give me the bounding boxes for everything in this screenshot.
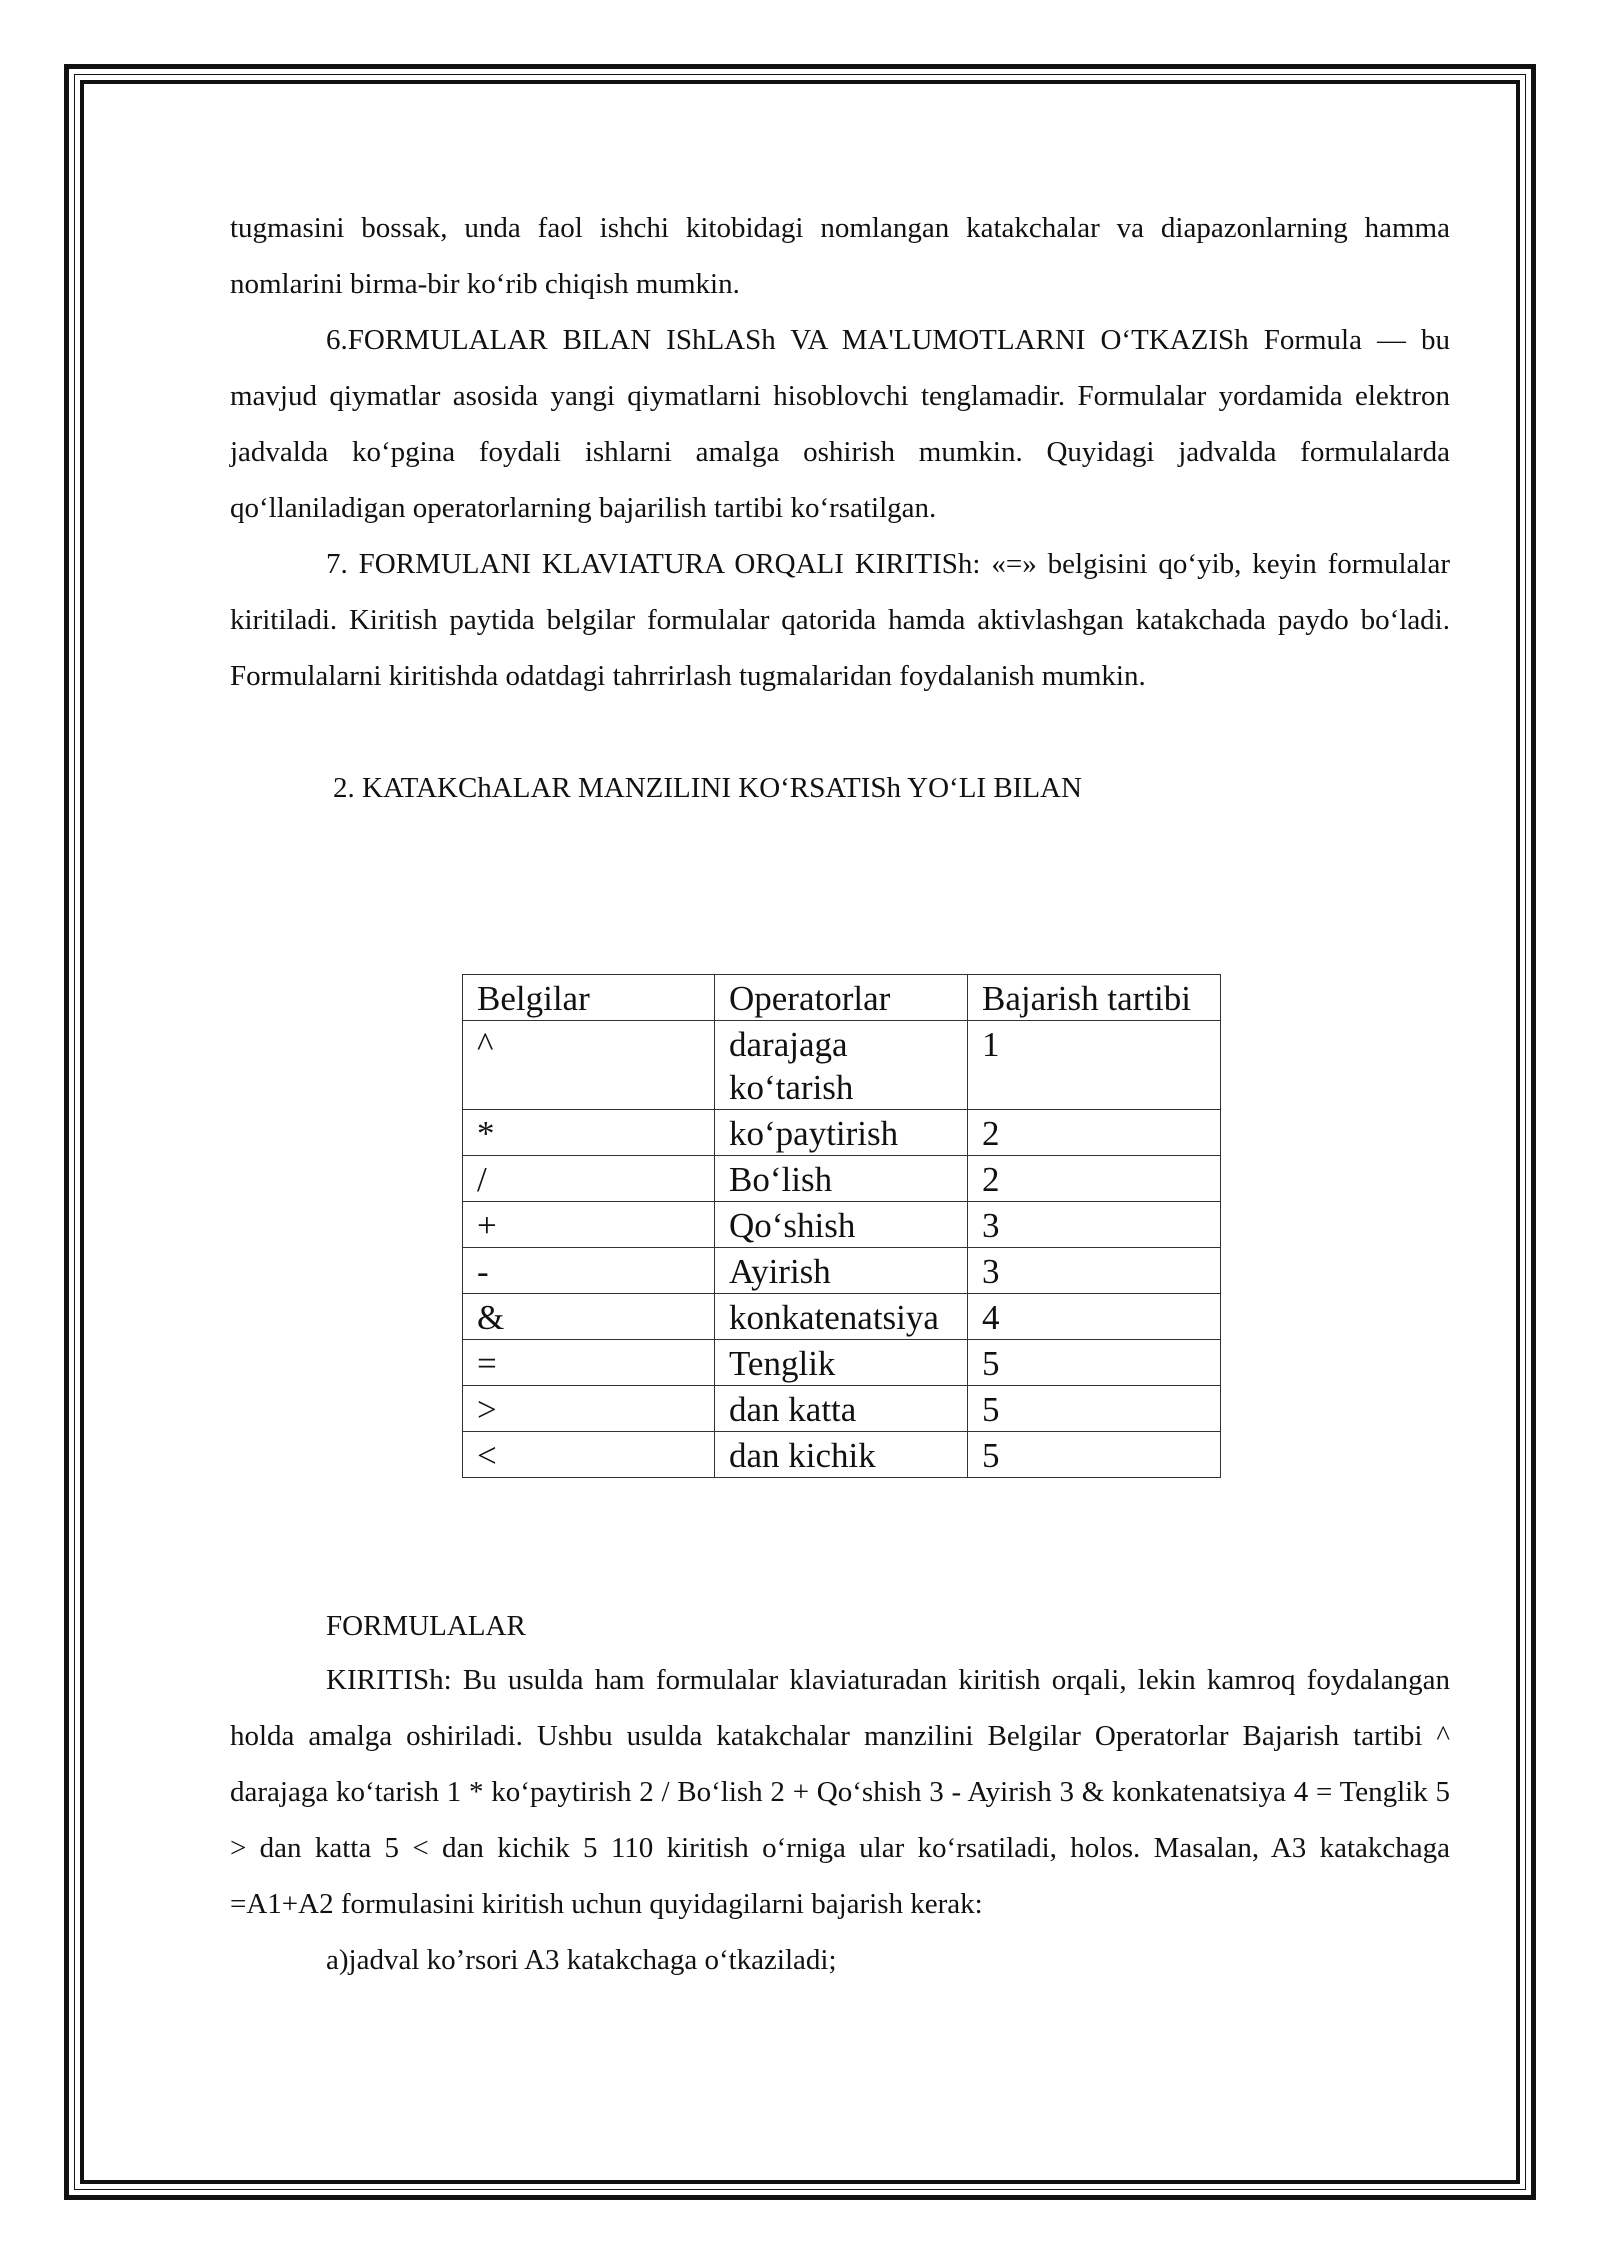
table-row	[463, 1156, 1221, 1202]
paragraph-2: 6.FORMULALAR BILAN IShLASh VA MA'LUMOTLARNI OʻTKAZISh Formula — bu mavjud qiymatlar asosida yangi qiymatlarni hisoblovchi tenglamadir. Formulalar yordamida elektron jadvalda koʻpgina foydali ishlarni amalga oshirish mumkin. Quyidagi jadvalda formulalarda qoʻllaniladigan operatorlarning bajarilish tartibi koʻrsatilgan.	[230, 324, 1450, 524]
cell-symbol: >	[463, 1386, 715, 1432]
cell-order: 2	[968, 1110, 1221, 1156]
top-text	[230, 200, 1450, 704]
cell-order: 4	[968, 1294, 1221, 1340]
cell-symbol: +	[463, 1202, 715, 1248]
bottom-text	[230, 1652, 1450, 1988]
cell-order: 3	[968, 1202, 1221, 1248]
cell-order: 1	[968, 1021, 1221, 1110]
cell-operator: dan kichik	[715, 1432, 968, 1478]
operators-table	[462, 974, 1221, 1478]
paragraph-1: tugmasini bossak, unda faol ishchi kitobidagi nomlangan katakchalar va diapazonlarning hamma nomlarini birma-bir koʻrib chiqish mumkin.	[230, 212, 1450, 300]
table-row	[463, 1248, 1221, 1294]
cell-symbol: -	[463, 1248, 715, 1294]
table-header-row	[463, 975, 1221, 1021]
header-bajarish-tartibi: Bajarish tartibi	[968, 975, 1221, 1021]
cell-order: 5	[968, 1340, 1221, 1386]
cell-order: 2	[968, 1156, 1221, 1202]
table-row	[463, 1340, 1221, 1386]
cell-order: 5	[968, 1432, 1221, 1478]
header-belgilar: Belgilar	[463, 975, 715, 1021]
paragraph-5: a)jadval koʼrsori A3 katakchaga oʻtkaziladi;	[326, 1944, 837, 1976]
table-row	[463, 1110, 1221, 1156]
cell-operator: Boʻlish	[715, 1156, 968, 1202]
cell-operator: darajaga koʻtarish	[715, 1021, 968, 1110]
cell-symbol: <	[463, 1432, 715, 1478]
cell-symbol: *	[463, 1110, 715, 1156]
cell-operator: Tenglik	[715, 1340, 968, 1386]
cell-order: 5	[968, 1386, 1221, 1432]
paragraph-4: KIRITISh: Bu usulda ham formulalar klaviaturadan kiritish orqali, lekin kamroq foydalangan holda amalga oshiriladi. Ushbu usulda katakchalar manzilini Belgilar Operatorlar Bajarish tartibi ^ darajaga koʻtarish 1 * koʻpaytirish 2 / Boʻlish 2 + Qoʻshish 3 - Ayirish 3 & konkatenatsiya 4 = Tenglik 5 > dan katta 5 < dan kichik 5 110 kiritish oʻrniga ular koʻrsatiladi, holos. Masalan, A3 katakchaga =A1+A2 formulasini kiritish uchun quyidagilarni bajarish kerak:	[230, 1664, 1450, 1920]
cell-operator: Qoʻshish	[715, 1202, 968, 1248]
cell-operator: koʻpaytirish	[715, 1110, 968, 1156]
table-row	[463, 1386, 1221, 1432]
paragraph-3: 7. FORMULANI KLAVIATURA ORQALI KIRITISh: «=» belgisini qoʻyib, keyin formulalar kiritiladi. Kiritish paytida belgilar formulalar qatorida hamda aktivlashgan katakchada paydo boʻladi. Formulalarni kiritishda odatdagi tahrrirlash tugmalaridan foydalanish mumkin.	[230, 548, 1450, 692]
formulalar-heading: FORMULALAR	[326, 1610, 526, 1642]
cell-symbol: =	[463, 1340, 715, 1386]
table-row	[463, 1021, 1221, 1110]
cell-operator: konkatenatsiya	[715, 1294, 968, 1340]
cell-symbol: ^	[463, 1021, 715, 1110]
cell-symbol: &	[463, 1294, 715, 1340]
cell-symbol: /	[463, 1156, 715, 1202]
section-heading: 2. KATAKChALAR MANZILINI KOʻRSATISh YOʻLI BILAN	[333, 772, 1082, 804]
table-row	[463, 1432, 1221, 1478]
table-row	[463, 1202, 1221, 1248]
cell-operator: dan katta	[715, 1386, 968, 1432]
header-operatorlar: Operatorlar	[715, 975, 968, 1021]
cell-order: 3	[968, 1248, 1221, 1294]
cell-operator: Ayirish	[715, 1248, 968, 1294]
table-row	[463, 1294, 1221, 1340]
